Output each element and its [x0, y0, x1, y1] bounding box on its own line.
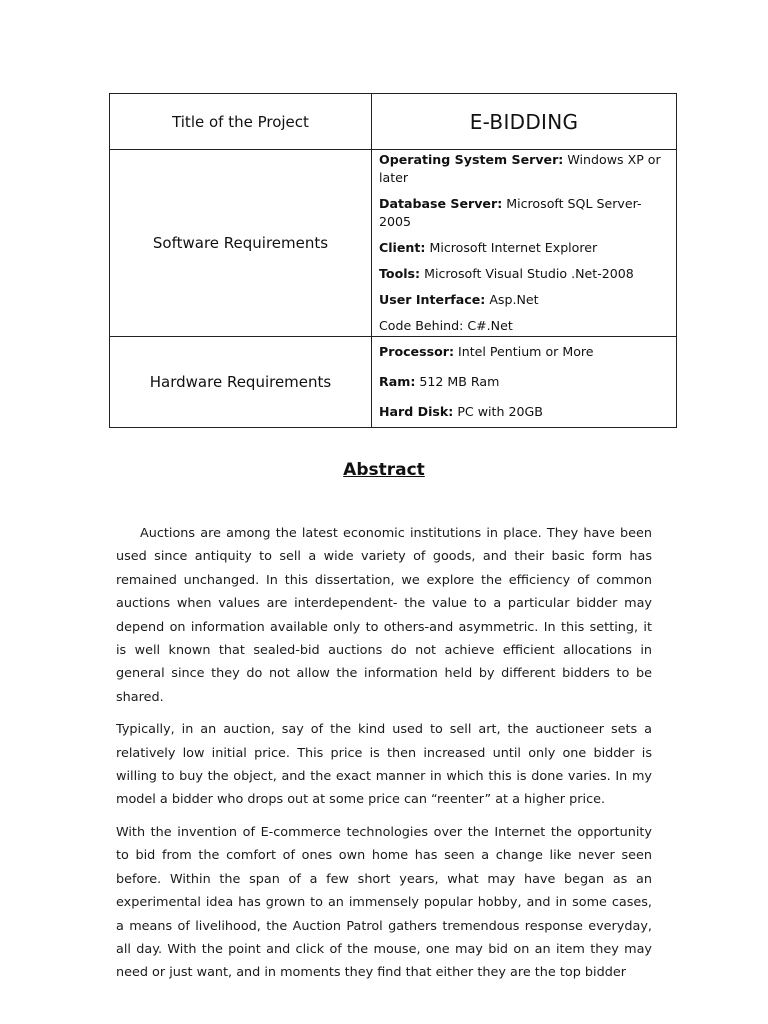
abstract-paragraph: Auctions are among the latest economic institutions in place. They have been used since antiquity to sell a wide variety of goods, and their basic form has remained unchanged. In this dissertation, we explore the efficiency of common auctions when values are interdependent- the value to a particular bidder may depend on information available only to others-and asymmetric. In this setting, it is well known that sealed-bid auctions do not achieve efficient allocations in general since they do not allow the information held by different bidders to be shared.: [116, 526, 652, 705]
req-key: Ram:: [379, 374, 416, 389]
req-key: Client:: [379, 240, 426, 255]
req-key: Processor:: [379, 344, 454, 359]
req-value: PC with 20GB: [453, 404, 543, 419]
software-row: [110, 150, 677, 337]
software-cell: [372, 150, 677, 337]
software-item: [379, 317, 670, 335]
req-key: Hard Disk:: [379, 404, 454, 419]
software-list: [372, 151, 676, 335]
hardware-cell: [372, 337, 677, 428]
req-value: Microsoft Internet Explorer: [425, 240, 598, 255]
hardware-item: [379, 403, 670, 421]
project-title: E-BIDDING: [372, 94, 677, 150]
hardware-item: [379, 373, 670, 391]
req-value: Asp.Net: [485, 292, 539, 307]
abstract-paragraph: Typically, in an auction, say of the kind used to sell art, the auctioneer sets a relatively low initial price. This price is then increased until only one bidder is willing to buy the object, and the exact manner in which this is done varies. In my model a bidder who drops out at some price can “reenter” at a higher price.: [116, 722, 652, 808]
title-label: Title of the Project: [110, 94, 372, 150]
req-key: Operating System Server:: [379, 152, 564, 167]
hardware-label: Hardware Requirements: [110, 337, 372, 428]
req-value: Microsoft Visual Studio .Net-2008: [420, 266, 634, 281]
abstract-heading: Abstract: [343, 460, 425, 480]
req-value: 512 MB Ram: [415, 374, 500, 389]
title-row: [110, 94, 677, 150]
req-key: Database Server:: [379, 196, 503, 211]
req-key: User Interface:: [379, 292, 486, 307]
req-key: Tools:: [379, 266, 421, 281]
abstract-body: [116, 522, 652, 994]
req-value: Windows XP or later: [379, 152, 661, 185]
hardware-row: [110, 337, 677, 428]
abstract-paragraph: With the invention of E-commerce technologies over the Internet the opportunity to bid from the comfort of ones own home has seen a change like never seen before. Within the span of a few short years, what may have began as an experimental idea has grown to an immensely popular hobby, and in some cases, a means of livelihood, the Auction Patrol gathers tremendous response everyday, all day. With the point and click of the mouse, one may bid on an item they may need or just want, and in moments they find that either they are the top bidder: [116, 824, 652, 981]
software-item: [379, 291, 670, 309]
req-value: Microsoft SQL Server-2005: [379, 196, 642, 229]
software-item: [379, 151, 670, 187]
software-label: Software Requirements: [110, 150, 372, 337]
project-spec-table: [109, 93, 677, 428]
software-item: [379, 265, 670, 283]
req-value: Intel Pentium or More: [454, 344, 594, 359]
hardware-list: [372, 343, 676, 421]
software-item: [379, 195, 670, 231]
req-value: Code Behind: C#.Net: [379, 318, 513, 333]
hardware-item: [379, 343, 670, 361]
software-item: [379, 239, 670, 257]
